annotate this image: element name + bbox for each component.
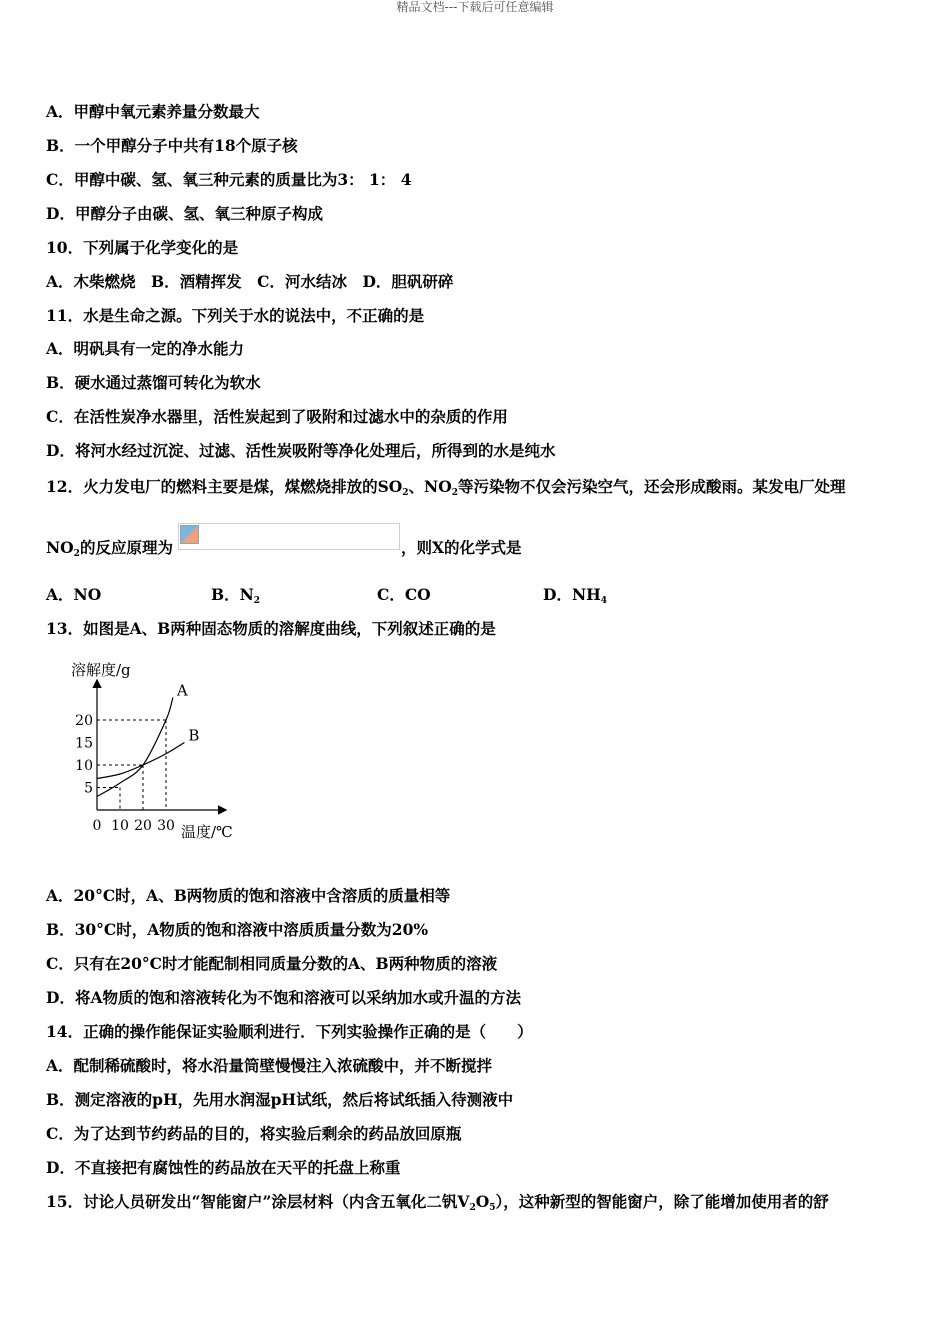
x-tick-label: 10 — [111, 818, 129, 834]
q11-stem: 11．水是生命之源。下列关于水的说法中，不正确的是 — [46, 306, 425, 325]
text-segment: D．NH — [543, 585, 601, 604]
text-segment: 15．讨论人员研发出“智能窗户”涂层材料（内含五氧化二钒V — [46, 1192, 470, 1211]
text-segment: B．N — [211, 585, 254, 604]
q14-option-d: D．不直接把有腐蚀性的药品放在天平的托盘上称重 — [46, 1158, 401, 1177]
q10-stem: 10．下列属于化学变化的是 — [46, 238, 239, 257]
q12-stem-line1 — [46, 477, 846, 497]
x-tick-label: 30 — [157, 818, 175, 834]
q12-stem-line2-tail: ，则X的化学式是 — [401, 538, 522, 557]
q13-option-c: C．只有在20°C时才能配制相同质量分数的A、B两种物质的溶液 — [46, 954, 498, 973]
q13-stem: 13．如图是A、B两种固态物质的溶解度曲线，下列叙述正确的是 — [46, 619, 496, 638]
q11-option-a: A．明矾具有一定的净水能力 — [46, 339, 245, 358]
subscript: 4 — [600, 596, 608, 606]
q14-option-b: B．测定溶液的pH，先用水润湿pH试纸，然后将试纸插入待测液中 — [46, 1090, 514, 1109]
q14-option-c: C．为了达到节约药品的目的，将实验后剩余的药品放回原瓶 — [46, 1124, 462, 1143]
solubility-chart — [65, 655, 245, 845]
subscript: 2 — [469, 1203, 476, 1213]
q12-stem-line2 — [46, 538, 173, 558]
q13-option-a: A．20°C时，A、B两物质的饱和溶液中含溶质的质量相等 — [46, 886, 451, 905]
q9-option-b: B．一个甲醇分子中共有18个原子核 — [46, 136, 298, 155]
series-line-b — [97, 743, 184, 779]
q12-option-d — [543, 585, 607, 605]
q9-option-d: D．甲醇分子由碳、氢、氧三种原子构成 — [46, 204, 323, 223]
q14-stem: 14．正确的操作能保证实验顺利进行．下列实验操作正确的是（ ） — [46, 1022, 533, 1041]
series-line-a — [97, 698, 173, 797]
q11-option-c: C．在活性炭净水器里，活性炭起到了吸附和过滤水中的杂质的作用 — [46, 407, 508, 426]
text-segment: 12．火力发电厂的燃料主要是煤，煤燃烧排放的SO — [46, 477, 403, 496]
x-axis-label: 温度/℃ — [181, 823, 233, 841]
y-tick-label: 5 — [84, 780, 93, 797]
subscript: 2 — [451, 488, 458, 498]
page-header: 精品文档---下载后可任意编辑 — [396, 0, 554, 14]
text-segment: 的反应原理为 — [79, 538, 173, 557]
q10-options: A．木柴燃烧 B．酒精挥发 C．河水结冰 D．胆矾研碎 — [46, 272, 454, 291]
text-segment: O — [475, 1192, 490, 1211]
q13-option-d: D．将A物质的饱和溶液转化为不饱和溶液可以采纳加水或升温的方法 — [46, 988, 521, 1007]
broken-image-icon — [180, 525, 199, 544]
y-tick-label: 15 — [75, 735, 93, 752]
q11-option-b: B．硬水通过蒸馏可转化为软水 — [46, 373, 261, 392]
series-label-a: A — [176, 681, 188, 700]
subscript: 5 — [489, 1203, 496, 1213]
text-segment: ），这种新型的智能窗户，除了能增加使用者的舒 — [495, 1192, 829, 1211]
subscript: 2 — [402, 488, 409, 498]
subscript: 2 — [253, 596, 261, 606]
x-tick-label: 20 — [134, 818, 152, 834]
y-tick-label: 10 — [75, 758, 93, 774]
reaction-equation-image — [178, 523, 400, 550]
q14-option-a: A．配制稀硫酸时，将水沿量筒壁慢慢注入浓硫酸中，并不断搅拌 — [46, 1056, 493, 1075]
q13-option-b: B．30°C时，A物质的饱和溶液中溶质质量分数为20% — [46, 920, 429, 939]
text-segment: 等污染物不仅会污染空气，还会形成酸雨。某发电厂处理 — [457, 477, 846, 496]
q12-option-a: A．NO — [46, 585, 102, 604]
series-label-b: B — [188, 726, 200, 745]
q11-option-d: D．将河水经过沉淀、过滤、活性炭吸附等净化处理后，所得到的水是纯水 — [46, 441, 556, 460]
q12-option-b — [211, 585, 260, 605]
y-tick-label: 20 — [75, 713, 93, 729]
q9-option-c: C．甲醇中碳、氢、氧三种元素的质量比为3： 1： 4 — [46, 170, 412, 189]
q15-stem — [46, 1192, 829, 1212]
x-tick-label: 0 — [92, 818, 102, 834]
q9-option-a: A．甲醇中氧元素养量分数最大 — [46, 102, 260, 121]
text-segment: NO — [46, 538, 74, 557]
text-segment: 、NO — [408, 477, 452, 496]
q12-option-c: C．CO — [377, 585, 431, 604]
subscript: 2 — [73, 549, 80, 559]
y-axis-label: 溶解度/g — [71, 661, 131, 679]
